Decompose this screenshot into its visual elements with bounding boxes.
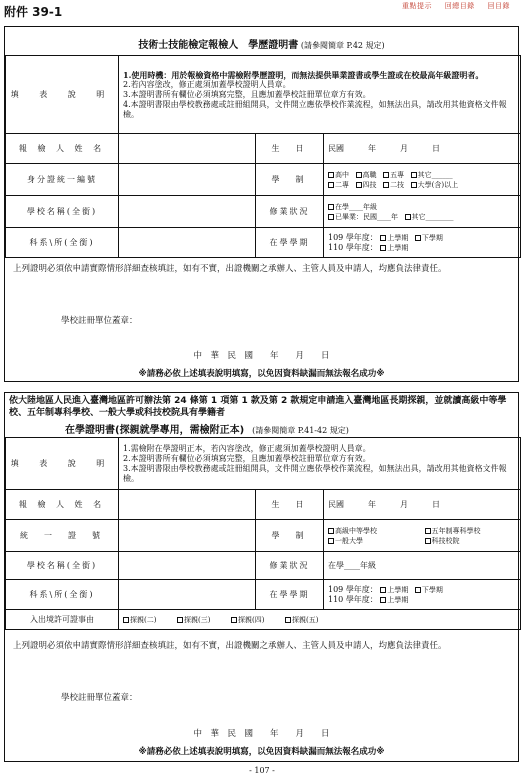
checkbox[interactable] <box>383 172 389 178</box>
checkbox[interactable] <box>123 617 129 623</box>
option-first-semester[interactable]: 上學期 <box>380 585 408 595</box>
checkbox[interactable] <box>328 182 334 188</box>
form2-heading: 依大陸地區人民進入臺灣地區許可辦法第 24 條第 1 項第 1 款及第 2 款規定申請進入臺灣地區長期探親，並就讀高級中等學校、五年制專科學校、一般大學或科技校院具有學籍者 <box>9 396 507 418</box>
form2-school-system-label: 學 制 <box>256 520 324 552</box>
checkbox[interactable] <box>380 245 386 251</box>
checkbox[interactable] <box>383 182 389 188</box>
form1-instructions-label: 填 表 說 明 <box>6 56 119 134</box>
form2-warning: ※請務必依上述填表說明填寫，以免因資料缺漏而無法報名成功※ <box>138 747 385 757</box>
attachment-label: 附件 39-1 <box>4 5 63 19</box>
checkbox[interactable] <box>425 538 431 544</box>
form2-dept-label: 科系\所(全銜) <box>6 580 119 610</box>
option-visit-4[interactable]: 探親(四) <box>231 615 264 625</box>
form1-semester-label: 在學學期 <box>256 228 324 258</box>
form2-semester-options: 109 學年度： 上學期 下學期 110 學年度： 上學期 <box>324 580 521 610</box>
option-second-semester[interactable]: 下學期 <box>415 585 443 595</box>
checkbox[interactable] <box>356 182 362 188</box>
form1-school-system-options <box>324 164 521 196</box>
form1-dept-field[interactable] <box>119 228 256 258</box>
education-certificate-form <box>4 26 519 382</box>
form1-date-line: 中 華 民 國 年 月 日 <box>193 351 330 361</box>
checkbox[interactable] <box>380 235 386 241</box>
form1-birth-field[interactable]: 民國 年 月 日 <box>324 134 521 164</box>
form2-id-label: 統 一 證 號 <box>6 520 119 552</box>
form1-name-field[interactable] <box>119 134 256 164</box>
header-nav <box>392 1 510 11</box>
checkbox[interactable] <box>285 617 291 623</box>
form1-id-field[interactable] <box>119 164 256 196</box>
form2-dept-field[interactable] <box>119 580 256 610</box>
form1-table <box>5 55 521 258</box>
form1-stamp-label: 學校註冊單位蓋章： <box>61 316 138 326</box>
option-two-year-tech[interactable]: 二技 <box>383 180 404 190</box>
form2-school-name-field[interactable] <box>119 552 256 580</box>
form2-name-field[interactable] <box>119 490 256 520</box>
option-two-year-college[interactable]: 二專 <box>328 180 349 190</box>
option-university[interactable]: 大學(含)以上 <box>411 180 458 190</box>
nav-link-index[interactable]: 回目錄 <box>487 2 510 10</box>
checkbox[interactable] <box>380 587 386 593</box>
form2-school-name-label: 學校名稱(全銜) <box>6 552 119 580</box>
checkbox[interactable] <box>328 204 334 210</box>
option-first-semester[interactable]: 上學期 <box>380 233 408 243</box>
option-first-semester[interactable]: 上學期 <box>380 243 408 253</box>
form2-status-label: 修業狀況 <box>256 552 324 580</box>
form2-instructions: 1.需檢附在學證明正本，若內容塗改，修正處須加蓋學校證明人員章。 2.本證明書所有欄位必須填寫完整，且應加蓋學校註冊單位章方有效。 3.本證明書限由學校教務處或註冊組開具，文件開立應依學校作業流程，如無法出具，請改用其他資格文件報檢。 <box>119 438 521 490</box>
form1-name-label: 報 檢 人 姓 名 <box>6 134 119 164</box>
form2-table <box>5 437 521 630</box>
form2-school-system-options <box>324 520 521 552</box>
form2-title: 在學證明書(探親就學專用，需檢附正本) (請參閱簡章 P.41-42 規定) <box>65 425 349 436</box>
form2-instructions-label: 填 表 說 明 <box>6 438 119 490</box>
option-visit-3[interactable]: 探親(三) <box>177 615 210 625</box>
option-tech-college[interactable]: 科技校院 <box>425 536 460 546</box>
form2-name-label: 報 檢 人 姓 名 <box>6 490 119 520</box>
checkbox[interactable] <box>328 538 334 544</box>
form1-birth-label: 生 日 <box>256 134 324 164</box>
option-second-semester[interactable]: 下學期 <box>415 233 443 243</box>
checkbox[interactable] <box>231 617 237 623</box>
form1-school-system-label: 學 制 <box>256 164 324 196</box>
checkbox[interactable] <box>380 597 386 603</box>
form2-status-field[interactable]: 在學____年級 <box>324 552 521 580</box>
form2-date-line: 中 華 民 國 年 月 日 <box>193 729 330 739</box>
form1-id-label: 身分證統一編號 <box>6 164 119 196</box>
form2-semester-label: 在學學期 <box>256 580 324 610</box>
form2-permit-label: 入出境許可證事由 <box>6 610 119 630</box>
checkbox[interactable] <box>328 172 334 178</box>
form1-status-label: 修業狀況 <box>256 196 324 228</box>
form1-status-options <box>324 196 521 228</box>
option-visit-5[interactable]: 探親(五) <box>285 615 318 625</box>
option-enrolled[interactable]: 在學____年級 <box>328 202 377 212</box>
nav-link-key-points[interactable]: 重點提示 <box>402 2 433 10</box>
form1-school-name-label: 學校名稱(全銜) <box>6 196 119 228</box>
option-status-other[interactable]: 其它________ <box>405 212 454 222</box>
checkbox[interactable] <box>415 235 421 241</box>
form1-dept-label: 科系\所(全銜) <box>6 228 119 258</box>
form1-warning: ※請務必依上述填表說明填寫，以免因資料缺漏而無法報名成功※ <box>138 369 385 379</box>
option-university[interactable]: 一般大學 <box>328 536 418 546</box>
form1-instructions: 1.使用時機：用於報檢資格中需檢附學歷證明，而無法提供畢業證書或學生證或在校最高年級證明者。 2.若內容塗改，修正處須加蓋學校證明人員章。 3.本證明書所有欄位必須填寫完整，且應加蓋學校註冊單位章方有效。 4.本證明書限由學校教務處或註冊組開具，文件開立應依學校作業流程，如無法出具，請改用其他資格文件報檢。 <box>119 56 521 134</box>
checkbox[interactable] <box>411 182 417 188</box>
checkbox[interactable] <box>177 617 183 623</box>
form2-stamp-label: 學校註冊單位蓋章： <box>61 693 138 703</box>
option-high-school[interactable]: 高中 <box>328 170 349 180</box>
option-graduated[interactable]: 已畢業：民國____年 <box>328 212 398 222</box>
checkbox[interactable] <box>405 214 411 220</box>
form2-birth-field[interactable]: 民國 年 月 日 <box>324 490 521 520</box>
checkbox[interactable] <box>425 528 431 534</box>
option-first-semester[interactable]: 上學期 <box>380 595 408 605</box>
form2-permit-options <box>119 610 521 630</box>
option-visit-2[interactable]: 探親(二) <box>123 615 156 625</box>
checkbox[interactable] <box>415 587 421 593</box>
checkbox[interactable] <box>328 214 334 220</box>
option-five-year-college[interactable]: 五年制專科學校 <box>425 526 481 536</box>
form2-birth-label: 生 日 <box>256 490 324 520</box>
option-vocational[interactable]: 高職 <box>356 170 377 180</box>
form2-legal-notice: 上列證明必須依申請實際情形詳細查核填註，如有不實，出證機關之承辦人、主管人員及申請人，均應負法律責任。 <box>13 641 447 651</box>
checkbox[interactable] <box>328 528 334 534</box>
checkbox[interactable] <box>411 172 417 178</box>
option-four-year-tech[interactable]: 四技 <box>356 180 377 190</box>
form2-id-field[interactable] <box>119 520 256 552</box>
page-number: - 107 - <box>249 766 275 775</box>
form1-semester-options: 109 學年度： 上學期 下學期 110 學年度： 上學期 <box>324 228 521 258</box>
enrollment-certificate-form <box>4 392 519 762</box>
form1-school-name-field[interactable] <box>119 196 256 228</box>
page-header <box>0 0 524 22</box>
form1-legal-notice: 上列證明必須依申請實際情形詳細查核填註，如有不實，出證機關之承辦人、主管人員及申請人，均應負法律責任。 <box>13 264 447 274</box>
form1-title: 技術士技能檢定報檢人 學歷證明書 (請參閱簡章 P.42 規定) <box>138 40 385 51</box>
option-five-year-college[interactable]: 五專 <box>383 170 404 180</box>
checkbox[interactable] <box>356 172 362 178</box>
option-other[interactable]: 其它______ <box>411 170 453 180</box>
nav-link-main-index[interactable]: 回總目錄 <box>444 2 475 10</box>
option-senior-high[interactable]: 高級中等學校 <box>328 526 418 536</box>
